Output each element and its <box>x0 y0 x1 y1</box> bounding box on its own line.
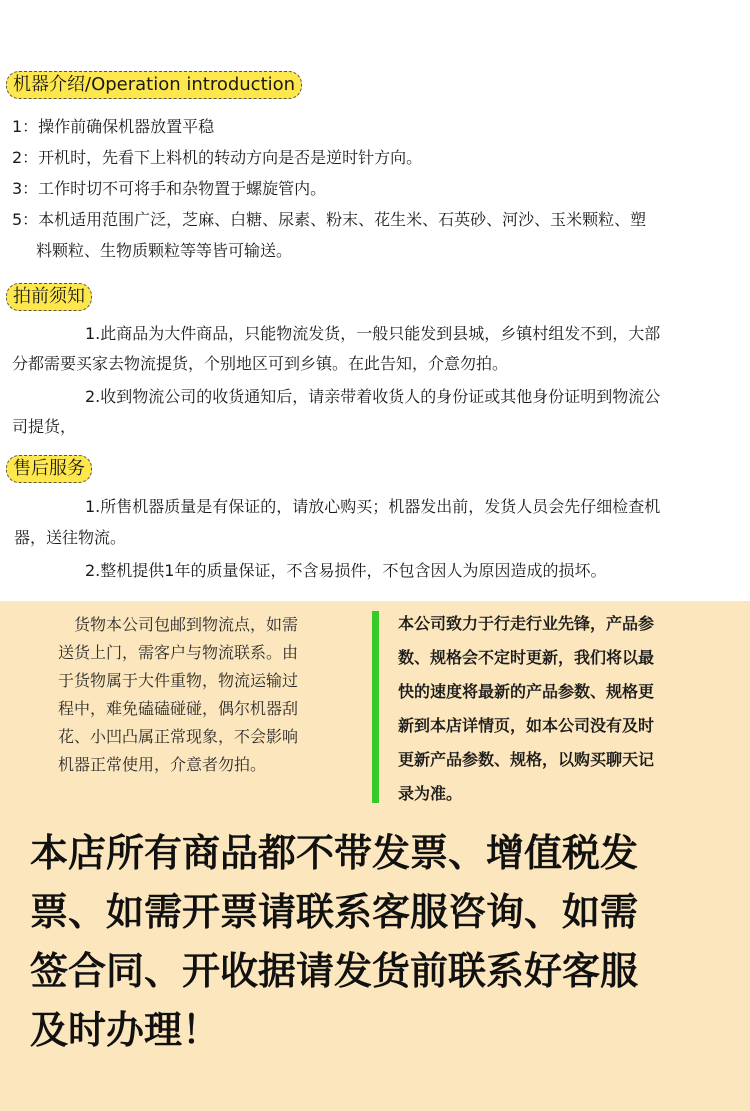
operation-item-2: 2：开机时，先看下上料机的转动方向是否是逆时针方向。 <box>12 148 423 167</box>
operation-item-1: 1：操作前确保机器放置平稳 <box>12 117 215 136</box>
shipping-line: 机器正常使用，介意者勿拍。 <box>58 755 267 774</box>
update-line: 更新产品参数、规格，以购买聊天记 <box>398 750 655 769</box>
invoice-notice <box>30 824 730 1060</box>
green-divider <box>372 611 379 803</box>
operation-title-tag <box>6 71 302 99</box>
notice-line-1: 1.此商品为大件商品，只能物流发货，一般只能发到县城，乡镇村组发不到，大部 <box>85 324 661 343</box>
shipping-line: 送货上门，需客户与物流联系。由 <box>58 643 299 662</box>
shipping-line: 程中，难免磕磕碰碰，偶尔机器刮 <box>58 699 299 718</box>
notice-title-tag <box>6 283 92 311</box>
operation-item-5: 5：本机适用范围广泛，芝麻、白糖、尿素、粉末、花生米、石英砂、河沙、玉米颗粒、塑 <box>12 210 647 229</box>
shipping-line: 花、小凹凸属正常现象，不会影响 <box>58 727 299 746</box>
update-note <box>398 607 738 811</box>
invoice-line: 票、如需开票请联系客服咨询、如需 <box>30 890 639 934</box>
info-panel <box>0 601 750 1111</box>
shipping-line: 货物本公司包邮到物流点，如需 <box>74 615 299 634</box>
operation-title: 机器介绍/Operation introduction <box>13 74 296 95</box>
shipping-note <box>58 611 358 779</box>
update-line: 快的速度将最新的产品参数、规格更 <box>398 682 655 701</box>
after-sales-line-1: 1.所售机器质量是有保证的，请放心购买；机器发出前，发货人员会先仔细检查机 <box>85 497 661 516</box>
invoice-line: 及时办理！ <box>30 1008 221 1052</box>
operation-item-3: 3：工作时切不可将手和杂物置于螺旋管内。 <box>12 179 327 198</box>
update-line: 数、规格会不定时更新，我们将以最 <box>398 648 655 667</box>
update-line: 录为准。 <box>398 784 463 803</box>
after-sales-title: 售后服务 <box>13 458 85 479</box>
after-sales-line-3: 2.整机提供1年的质量保证，不含易损件，不包含因人为原因造成的损坏。 <box>85 561 607 580</box>
operation-item-5-cont: 料颗粒、生物质颗粒等等皆可输送。 <box>36 241 293 260</box>
shipping-line: 于货物属于大件重物，物流运输过 <box>58 671 299 690</box>
notice-line-2: 分都需要买家去物流提货，个别地区可到乡镇。在此告知，介意勿拍。 <box>12 354 509 373</box>
update-line: 新到本店详情页，如本公司没有及时 <box>398 716 655 735</box>
notice-line-3: 2.收到物流公司的收货通知后，请亲带着收货人的身份证或其他身份证明到物流公 <box>85 387 661 406</box>
invoice-line: 签合同、开收据请发货前联系好客服 <box>30 949 639 993</box>
notice-title: 拍前须知 <box>13 286 85 307</box>
invoice-line: 本店所有商品都不带发票、增值税发 <box>30 831 639 875</box>
after-sales-title-tag <box>6 455 92 483</box>
after-sales-line-2: 器，送往物流。 <box>14 528 127 547</box>
notice-line-4: 司提货， <box>12 417 77 436</box>
update-line: 本公司致力于行走行业先锋，产品参 <box>398 614 655 633</box>
